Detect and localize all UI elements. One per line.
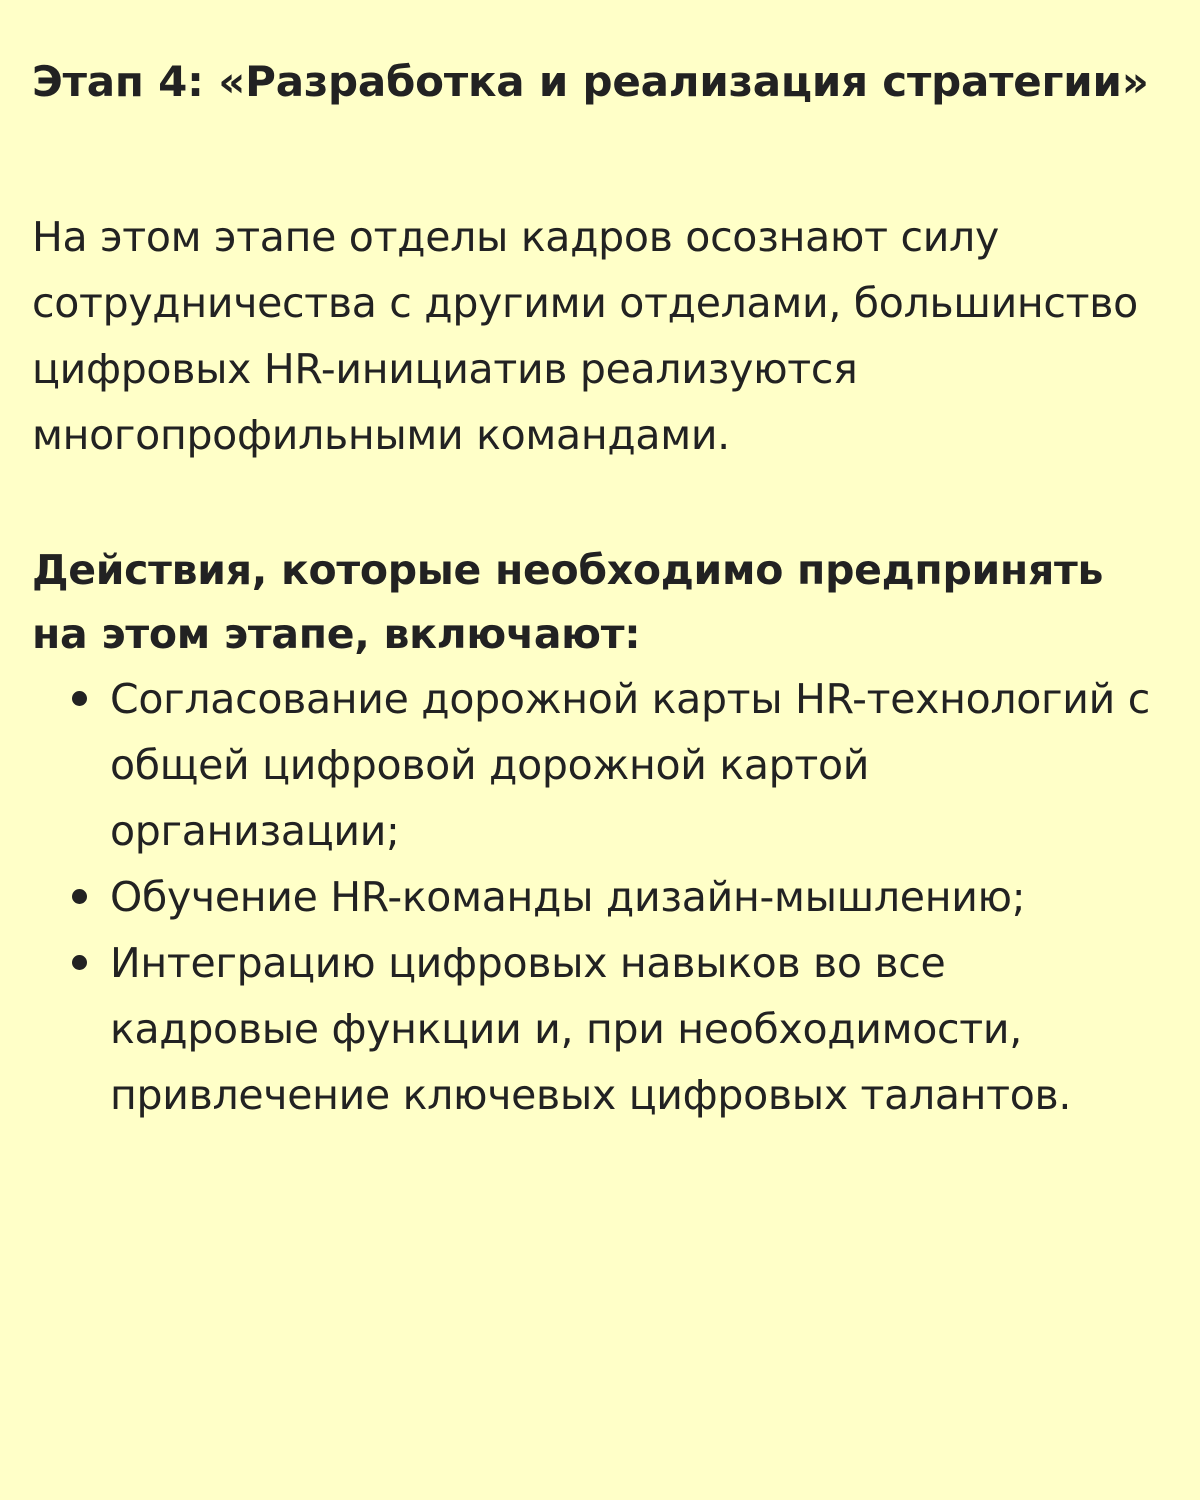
list-item [110,930,1160,1128]
intro-paragraph: На этом этапе отделы кадров осознают силу сотрудничества с другими отделами, большинство цифровых HR-инициатив реализуются многопрофильными командами. [32,213,1138,459]
page-title: Этап 4: «Разработка и реализация стратегии» [32,57,1149,106]
bullet-icon [72,889,87,904]
list-item-text: Согласование дорожной карты HR-технологий с общей цифровой дорожной картой организации; [110,675,1150,855]
actions-heading: Действия, которые необходимо предпринять на этом этапе, включают: [32,546,1104,658]
list-item-text: Обучение HR-команды дизайн-мышлению; [110,873,1026,921]
bullet-icon [72,955,87,970]
bullet-icon [72,691,87,706]
list-item-text: Интеграцию цифровых навыков во все кадровые функции и, при необходимости, привлечение ключевых цифровых талантов. [110,939,1072,1119]
list-item [110,864,1160,930]
list-item [110,666,1160,864]
actions-list [32,666,1160,1128]
